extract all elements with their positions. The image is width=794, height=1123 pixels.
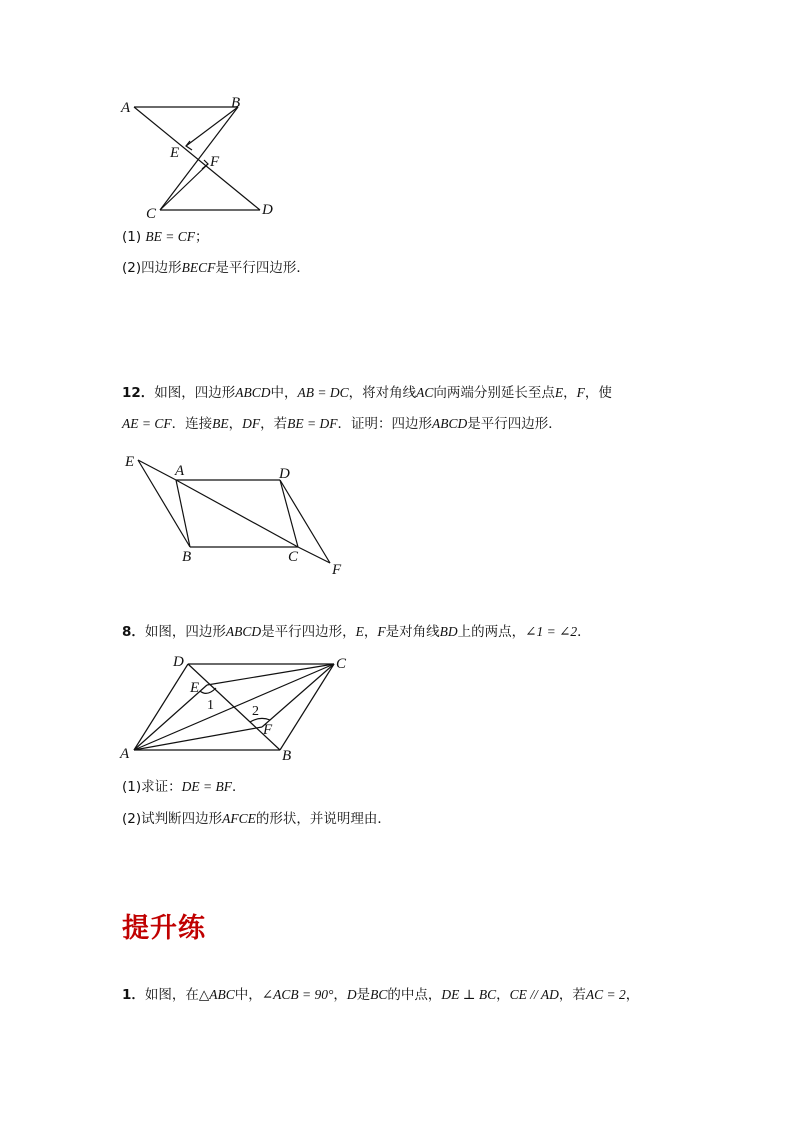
- math-term: AC = 2: [585, 987, 626, 1002]
- label-f: F: [332, 562, 342, 578]
- text-run: ．: [231, 779, 246, 795]
- text-run: ，若: [260, 416, 288, 432]
- math-term: DF: [242, 416, 261, 431]
- label-f: F: [210, 154, 220, 170]
- label-a: A: [121, 100, 131, 116]
- segment-fc: [262, 664, 334, 727]
- label-a: A: [120, 746, 130, 762]
- math-term: E: [554, 385, 564, 400]
- text-run: ，将对角线: [348, 385, 417, 401]
- text-run: 的中点，: [387, 987, 442, 1003]
- figure-1-diagram: [110, 94, 300, 224]
- label-d: D: [173, 654, 184, 670]
- q11-part-1: (1) BE = CF；: [122, 229, 209, 245]
- math-term: ∠ACB = 90°: [261, 987, 334, 1002]
- text-run: ．连接: [171, 416, 213, 432]
- figure-2-diagram: [118, 450, 358, 580]
- text-run: 中，: [270, 385, 298, 401]
- segment-ac: [134, 664, 334, 750]
- text-run: 是对角线: [385, 624, 440, 640]
- label-b: B: [182, 549, 192, 565]
- label-c: C: [146, 206, 157, 222]
- segment-ac: [176, 480, 298, 547]
- math-term: DE ⊥ BC: [441, 987, 497, 1002]
- label-d: D: [279, 466, 290, 482]
- q12-line-1: 12．如图，四边形ABCD中，AB = DC，将对角线AC向两端分别延长至点E，F，使: [122, 385, 612, 401]
- segment-ab: [176, 480, 190, 547]
- segment-cb: [280, 664, 334, 750]
- segment-be: [186, 107, 238, 146]
- label-f: F: [263, 722, 273, 738]
- label-e: E: [125, 454, 135, 470]
- q11-part-2: (2)四边形BECF是平行四边形．: [122, 260, 310, 276]
- math-term: AE = CF: [122, 416, 172, 431]
- text-run: 向两端分别延长至点: [433, 385, 555, 401]
- text-run: ，使: [584, 385, 612, 401]
- text-run: 是平行四边形，: [261, 624, 356, 640]
- text-run: 如图，四边形: [154, 385, 236, 401]
- segment-dc: [280, 480, 298, 547]
- figure-3-diagram: [110, 650, 360, 770]
- text-run: ，若: [558, 987, 586, 1003]
- label-e: E: [170, 145, 180, 161]
- math-term: ABCD: [431, 416, 468, 431]
- text-run: 的形状，并说明理由．: [255, 811, 391, 827]
- math-term: BD: [439, 624, 458, 639]
- math-term: ABCD: [235, 385, 271, 400]
- q12-line-2: [122, 415, 562, 433]
- text-run: ．: [577, 624, 591, 640]
- label-b: B: [282, 748, 292, 764]
- math-term: △ABC: [198, 987, 235, 1002]
- text-run: 上的两点，: [457, 624, 526, 640]
- text-run: 是: [356, 987, 371, 1003]
- segment-cf: [160, 164, 208, 210]
- math-term: AFCE: [222, 811, 256, 826]
- q8-part-2: [122, 810, 391, 828]
- q1-line-1: 1．如图，在△ABC中，∠ACB = 90°，D是BC的中点，DE ⊥ BC，CE // AD，若AC = 2，: [122, 987, 640, 1003]
- label-e: E: [190, 680, 200, 696]
- text-run: ，: [228, 416, 243, 432]
- math-term: AB = DC: [297, 385, 349, 400]
- math-term: DE = BF: [181, 779, 232, 794]
- math-term: BE = DF: [287, 416, 338, 431]
- q8-line-1: 8．如图，四边形ABCD是平行四边形，E，F是对角线BD上的两点，∠1 = ∠2．: [122, 624, 591, 640]
- math-term: ABCD: [225, 624, 262, 639]
- math-term: F: [377, 624, 386, 639]
- text-run: ，: [363, 624, 378, 640]
- label-b: B: [231, 95, 241, 111]
- q8-part-1: [122, 778, 245, 796]
- label-c: C: [336, 656, 347, 672]
- text-run: (1)求证：: [122, 779, 182, 795]
- math-term: AC: [416, 385, 434, 400]
- math-term: BE: [212, 416, 229, 431]
- segment-af: [134, 727, 262, 750]
- label-c: C: [288, 549, 299, 565]
- label-angle-2: 2: [252, 704, 259, 719]
- text-run: ，: [333, 987, 347, 1003]
- text-run: 如图，在: [144, 987, 199, 1003]
- math-term: F: [576, 385, 585, 400]
- text-run: 如图，四边形: [144, 624, 226, 640]
- text-run: (2)试判断四边形: [122, 811, 223, 827]
- math-term: BC: [370, 987, 388, 1002]
- math-term: CE // AD: [509, 987, 559, 1002]
- segment-ad: [134, 107, 260, 210]
- segment-da: [134, 664, 188, 750]
- label-d: D: [262, 202, 273, 218]
- text-run: 中，: [234, 987, 262, 1003]
- text-run: ，: [625, 987, 640, 1003]
- math-term: ∠1 = ∠2: [525, 624, 578, 639]
- label-a: A: [175, 463, 185, 479]
- text-run: ，: [563, 385, 577, 401]
- text-run: ．证明：四边形: [337, 416, 432, 432]
- section-heading: 提升练: [122, 913, 206, 944]
- segment-ec: [207, 664, 334, 685]
- math-term: D: [346, 987, 357, 1002]
- text-run: ，: [496, 987, 510, 1003]
- label-angle-1: 1: [207, 698, 214, 713]
- text-run: 是平行四边形．: [467, 416, 562, 432]
- math-term: E: [355, 624, 364, 639]
